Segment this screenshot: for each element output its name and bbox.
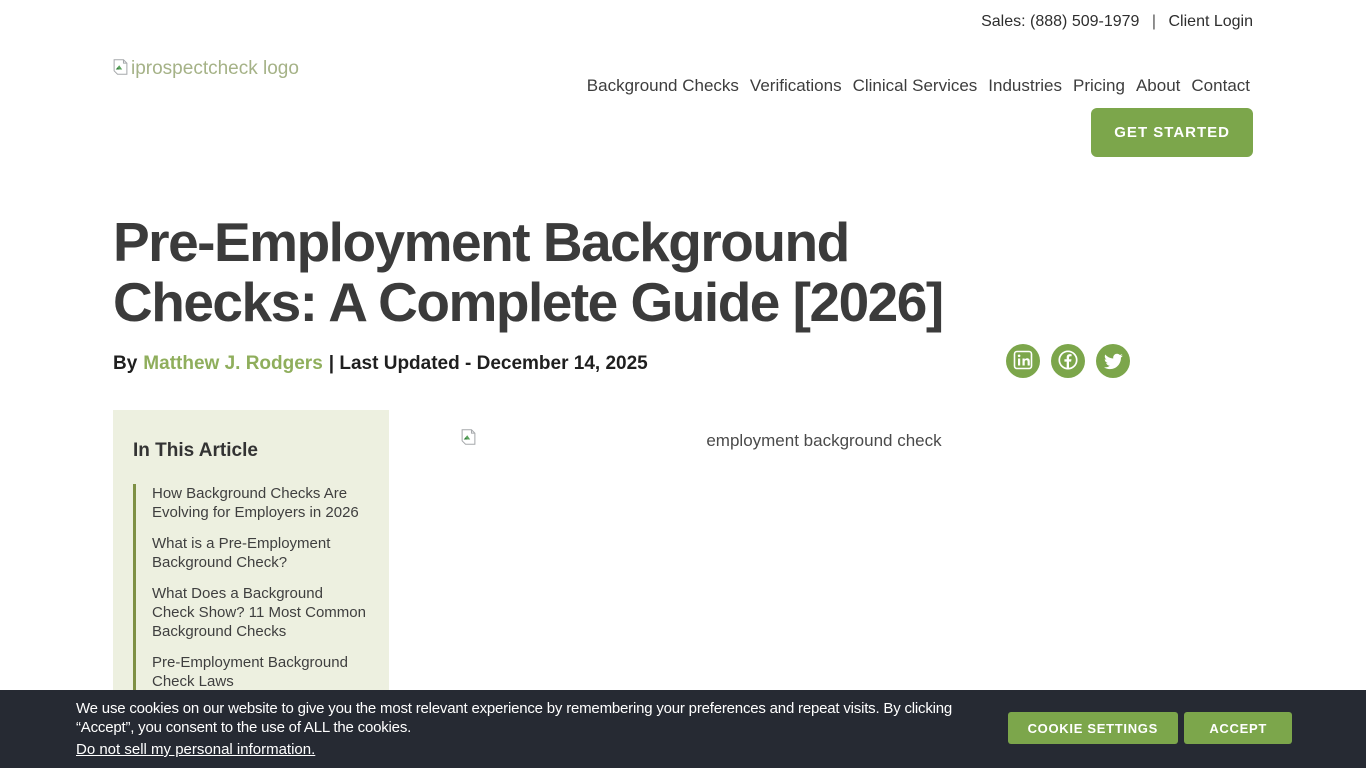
cookie-banner [0, 690, 1366, 768]
byline-updated: | Last Updated - December 14, 2025 [328, 353, 648, 374]
nav-industries[interactable]: Industries [988, 76, 1062, 95]
hero-image-broken [459, 426, 1189, 686]
topbar [975, 13, 1253, 31]
main-nav [587, 76, 1250, 96]
social-share [1006, 344, 1130, 378]
logo-alt-text: iprospectcheck logo [131, 58, 299, 79]
twitter-icon [1096, 343, 1130, 380]
nav-pricing[interactable]: Pricing [1073, 76, 1125, 95]
topbar-divider: | [1151, 13, 1157, 30]
linkedin-icon [1006, 343, 1040, 380]
facebook-share-button[interactable] [1051, 344, 1085, 378]
toc-heading: In This Article [133, 440, 258, 461]
nav-background-checks[interactable]: Background Checks [586, 76, 739, 95]
page-title: Pre-Employment Background Checks: A Complete Guide [2026] [113, 211, 943, 333]
twitter-share-button[interactable] [1096, 344, 1130, 378]
nav-clinical-services[interactable]: Clinical Services [852, 76, 978, 95]
toc-item-what-shows[interactable]: What Does a Background Check Show? 11 Most Common Background Checks [152, 585, 366, 640]
author-link[interactable]: Matthew J. Rodgers [143, 353, 323, 374]
cookie-accept-button[interactable]: ACCEPT [1184, 712, 1292, 744]
toc-list [133, 484, 367, 691]
nav-about[interactable]: About [1135, 76, 1181, 95]
byline-prefix: By [113, 353, 138, 374]
nav-contact[interactable]: Contact [1191, 76, 1250, 95]
sales-phone: Sales: (888) 509-1979 [981, 13, 1140, 30]
cookie-settings-button[interactable]: COOKIE SETTINGS [1008, 712, 1178, 744]
linkedin-share-button[interactable] [1006, 344, 1040, 378]
toc-item-what-is-check[interactable]: What is a Pre-Employment Background Check? [152, 535, 331, 571]
nav-verifications[interactable]: Verifications [749, 76, 842, 95]
byline [113, 353, 648, 375]
broken-image-icon [112, 58, 129, 81]
cookie-message: We use cookies on our website to give you the most relevant experience by remembering your preferences and repeat visits. By clicking “Accept”, you consent to the use of ALL the cookies. [76, 700, 953, 736]
get-started-button[interactable]: GET STARTED [1091, 108, 1253, 157]
toc-item-evolving-2026[interactable]: How Background Checks Are Evolving for Employers in 2026 [152, 485, 359, 521]
client-login-link[interactable]: Client Login [1168, 13, 1253, 30]
facebook-icon [1051, 343, 1085, 380]
hero-image-alt-text: employment background check [706, 431, 942, 450]
toc-item-check-laws[interactable]: Pre-Employment Background Check Laws [152, 654, 348, 690]
site-logo[interactable] [112, 58, 299, 81]
do-not-sell-link[interactable]: Do not sell my personal information. [76, 741, 316, 758]
